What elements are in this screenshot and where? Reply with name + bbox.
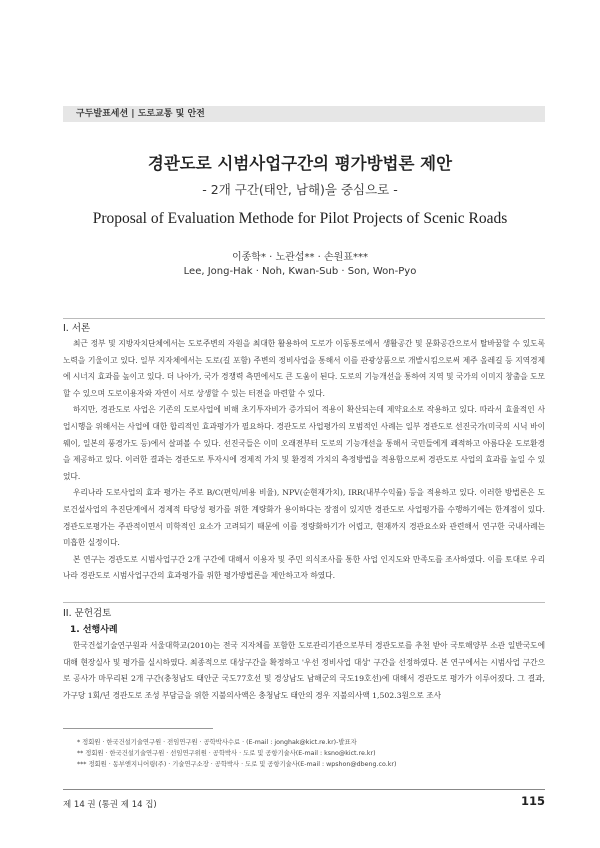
section2-subheading: 1. 선행사례 — [70, 625, 118, 635]
footer-volume: 제 14 권 (통권 제 14 집) — [63, 800, 157, 810]
paragraph: 본 연구는 경관도로 시범사업구간 2개 구간에 대해서 이용자 및 주민 의식조사를 통한 사업 인지도와 만족도를 조사하였다. 이를 토대로 우리나라 경관도로 시범사업구간의 효과평가를 위한 평가방법론을 제안하고자 하였다. — [63, 554, 545, 581]
paragraph: 하지만, 경관도로 사업은 기존의 도로사업에 비해 초기투자비가 증가되어 적용이 확산되는데 제약요소로 작용하고 있다. 따라서 효율적인 사업시행을 위해서는 사업에 대한 합리적인 효과평가가 필요하다. 경관도로 사업평가의 모범적인 사례는 일부 경관도로 선진국가(미국의 시닉 바이웨이, 일본의 풍경가도 등)에서 살펴볼 수 있다. 선진국들은 이미 오래전부터 도로의 기능개선을 통해서 국민들에게 쾌적하고 아름다운 도로환경을 제공하고 있다. 이러한 결과는 경관도로 투자시에 경제적 가치 및 환경적 가치의 측정방법을 적용함으로써 경관도로 사업의 효과를 높일 수 있었다. — [63, 405, 545, 481]
section-divider — [63, 318, 545, 319]
session-tag: 구두발표세션 | 도로교통 및 안전 — [63, 106, 545, 122]
section1-body — [63, 336, 545, 585]
footnote-divider — [63, 728, 213, 729]
footer-divider — [63, 789, 545, 790]
paper-subtitle: - 2개 구간(태안, 남해)을 중심으로 - — [202, 182, 398, 197]
paragraph: 한국건설기술연구원과 서울대학교(2010)는 전국 지자체를 포함한 도로관리기관으로부터 경관도로를 추천 받아 국토해양부 소관 일반국도에 대해 현장실사 및 평가를 실시하였다. 최종적으로 대상구간을 확정하고 '우선 정비사업 대상' 구간을 선정하였다. 본 연구에서는 시범사업 구간으로 공사가 마무리된 2개 구간(충청남도 태안군 국도77호선 및 경상남도 남해군의 국도19호선)에 대해서 경관도로 평가가 이루어졌다. 그 결과, 가구당 1회/년 경관도로 조성 부담금을 위한 지불의사액은 충청남도 태안의 경우 지불의사액 1,502.3원으로 조사 — [63, 641, 545, 700]
authors-english: Lee, Jong-Hak · Noh, Kwan-Sub · Son, Won-Pyo — [183, 266, 417, 277]
paragraph: 우리나라 도로사업의 효과 평가는 주로 B/C(편익/비용 비율), NPV(순현재가치), IRR(내부수익률) 등을 적용하고 있다. 이러한 방법론은 도로건설사업의 추진단계에서 경제적 타당성 평가를 위한 계량화가 용이하다는 장점이 있지만 경관도로 사업평가를 수행하기에는 한계점이 있다. 경관도로평가는 주관적이면서 미학적인 요소가 고려되기 때문에 이를 정량화하기가 어렵고, 현재까지 경관요소와 관련해서 연구한 국내사례는 미흡한 실정이다. — [63, 488, 545, 548]
section1-heading: I. 서론 — [63, 323, 91, 334]
page-number: 115 — [520, 794, 545, 808]
paper-title: 경관도로 시범사업구간의 평가방법론 제안 — [147, 154, 453, 173]
authors-korean: 이종학* · 노관섭** · 손원표*** — [231, 252, 368, 263]
footnote: *** 정회원 · 동부엔지니어링(주) · 기술연구소장 · 공학박사 · 도로 및 공항기술사(E-mail : wpshon@dbeng.co.kr) — [77, 761, 397, 768]
paragraph: 최근 정부 및 지방자치단체에서는 도로주변의 자원을 최대한 활용하여 도로가 이동통로에서 생활공간 및 문화공간으로서 탈바꿈할 수 있도록 노력을 기울이고 있다. 일부 지자체에서는 도로(길 포함) 주변의 정비사업을 통해서 이를 관광상품으로 개발시킴으로써 제주 올레길 등 지역경제에 시너지 효과를 높이고 있다. 더 나아가, 국가 경쟁력 측면에서도 큰 도움이 된다. 도로의 기능개선을 통하여 지역 및 국가의 이미지 창출을 도모할 수 있으며 도로이용자와 자연이 서로 상생할 수 있는 터전을 마련할 수 있다. — [63, 339, 545, 398]
section2-body — [63, 638, 545, 704]
section2-heading: II. 문헌검토 — [63, 608, 112, 619]
section-divider — [63, 602, 545, 603]
footnote: * 정회원 · 한국건설기술연구원 · 전임연구원 · 공학박사수료 · (E-mail : jonghak@kict.re.kr)-발표자 — [77, 739, 357, 746]
english-title: Proposal of Evaluation Methode for Pilot Projects of Scenic Roads — [92, 210, 508, 227]
footnotes — [77, 737, 547, 770]
footnote: ** 정회원 · 한국건설기술연구원 · 선임연구위원 · 공학박사 · 도로 및 공항기술사(E-mail : ksno@kict.re.kr) — [77, 750, 376, 757]
